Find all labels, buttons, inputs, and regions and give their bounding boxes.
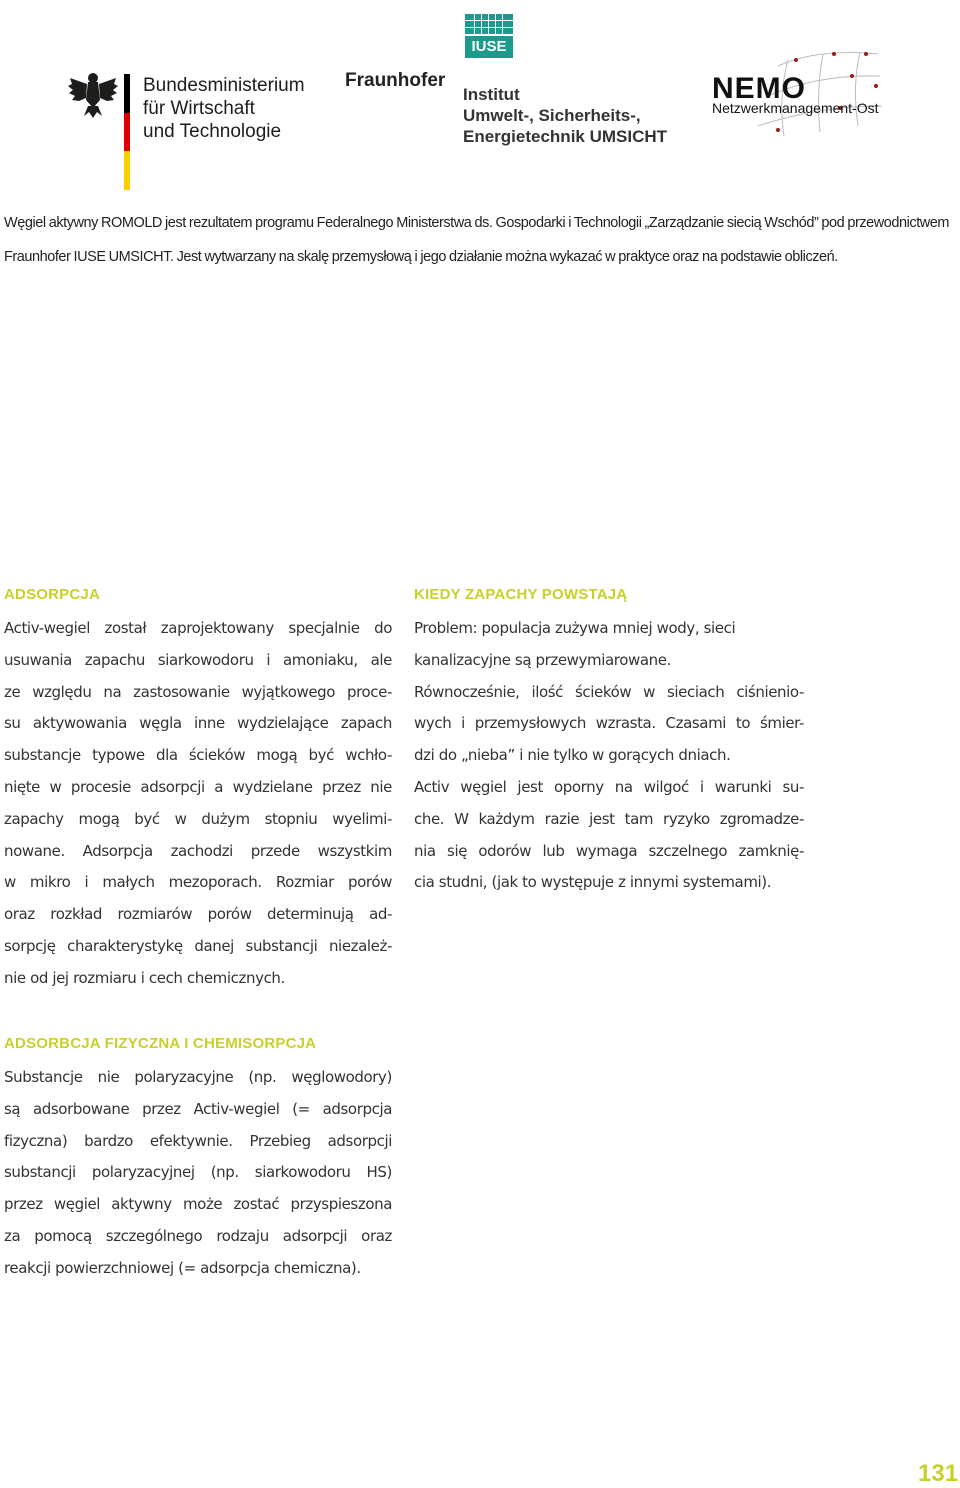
text-line: nia się odorów lub wymaga szczelnego zamknię- xyxy=(414,841,804,860)
text-line: nięte w procesie adsorpcji a wydzielane przez nie xyxy=(4,777,392,796)
text-line: Równocześnie, ilość ścieków w sieciach ciśnienio- xyxy=(414,682,804,701)
bmwi-line: für Wirtschaft xyxy=(143,98,255,119)
text-line: ze względu na zastosowanie wyjątkowego proce- xyxy=(4,682,392,701)
text-line: są adsorbowane przez Activ-wegiel (= adsorpcja xyxy=(4,1099,392,1118)
text-line: substancje typowe dla ścieków mogą być wchło- xyxy=(4,746,392,765)
text-line: Substancje nie polaryzacyjne (np. węglowodory) xyxy=(4,1068,392,1086)
text-line: su aktywowania węgla inne wydzielające zapach xyxy=(4,714,392,733)
bmwi-logo-text xyxy=(143,74,305,143)
text-line: przez węgiel aktywny może zostać przyspieszona xyxy=(4,1195,392,1214)
text-line: nowane. Adsorpcja zachodzi przede wszystkim xyxy=(4,841,392,860)
adsorpcja-heading: ADSORPCJA xyxy=(4,586,100,603)
text-line: fizyczna) bardzo efektywnie. Przebieg adsorpcji xyxy=(4,1131,392,1150)
fraunhofer-institute-text xyxy=(463,84,667,147)
text-line: cia studni, (jak to występuje z innymi systemami). xyxy=(414,873,772,892)
german-flag-stripe xyxy=(124,74,130,190)
text-line: wych i przemysłowych wzrasta. Czasami to śmier- xyxy=(414,714,804,733)
nemo-logo: NEMO xyxy=(712,72,806,105)
text-line: za pomocą szczególnego rodzaju adsorpcji oraz xyxy=(4,1226,392,1245)
text-line: Activ węgiel jest oporny na wilgoć i warunki su- xyxy=(414,777,804,796)
text-line: kanalizacyjne są przewymiarowane. xyxy=(414,650,671,669)
text-line: usuwania zapachu siarkowodoru i amoniaku, ale xyxy=(4,650,392,669)
text-line: zapachy mogą być w dużym stopniu wyelimi- xyxy=(4,809,392,828)
federal-eagle-icon xyxy=(66,70,120,120)
text-line: oraz rozkład rozmiarów porów determinują ad- xyxy=(4,905,392,924)
bmwi-line: und Technologie xyxy=(143,121,282,142)
text-line: nie od jej rozmiaru i cech chemicznych. xyxy=(4,968,285,987)
nemo-subtitle: Netzwerkmanagement-Ost xyxy=(712,100,879,116)
bmwi-line: Bundesministerium xyxy=(143,75,305,96)
text-line: substancji polaryzacyjnej (np. siarkowodoru HS) xyxy=(4,1163,392,1182)
intro-line: Węgiel aktywny ROMOLD jest rezultatem programu Federalnego Ministerstwa ds. Gospodarki i Technologii „Zarządzanie siecią Wschód” pod przewodnictwem xyxy=(4,215,950,231)
institute-line: Umwelt-, Sicherheits-, xyxy=(463,106,641,125)
text-line: Activ-wegiel został zaprojektowany specjalnie do xyxy=(4,619,392,637)
institute-line: Institut xyxy=(463,85,520,104)
iuse-logo: IUSE xyxy=(465,36,513,58)
fraunhofer-logo: Fraunhofer xyxy=(345,70,446,91)
text-line: sorpcję charakterystykę danej substancji niezależ- xyxy=(4,936,392,955)
text-line: Problem: populacja zużywa mniej wody, sieci xyxy=(414,619,736,637)
institute-line: Energietechnik UMSICHT xyxy=(463,127,668,146)
text-line: dzi do „nieba” i nie tylko w gorących dniach. xyxy=(414,746,731,765)
kiedy-heading: KIEDY ZAPACHY POWSTAJĄ xyxy=(414,586,628,603)
fizyczna-text xyxy=(4,1062,392,1285)
adsorpcja-text xyxy=(4,613,392,995)
text-line: w mikro i małych mezoporach. Rozmiar porów xyxy=(4,873,392,892)
text-line: reakcji powierzchniowej (= adsorpcja chemiczna). xyxy=(4,1258,361,1277)
intro-line: Fraunhofer IUSE UMSICHT. Jest wytwarzany na skalę przemysłową i jego działanie można wykazać w praktyce oraz na podstawie obliczeń. xyxy=(4,249,838,265)
kiedy-text xyxy=(414,613,804,899)
intro-paragraph xyxy=(4,206,960,274)
text-line: che. W każdym razie jest tam ryzyko zgromadze- xyxy=(414,809,804,828)
page-number: 131 xyxy=(918,1460,959,1487)
fizyczna-heading: ADSORBCJA FIZYCZNA I CHEMISORPCJA xyxy=(4,1035,317,1052)
